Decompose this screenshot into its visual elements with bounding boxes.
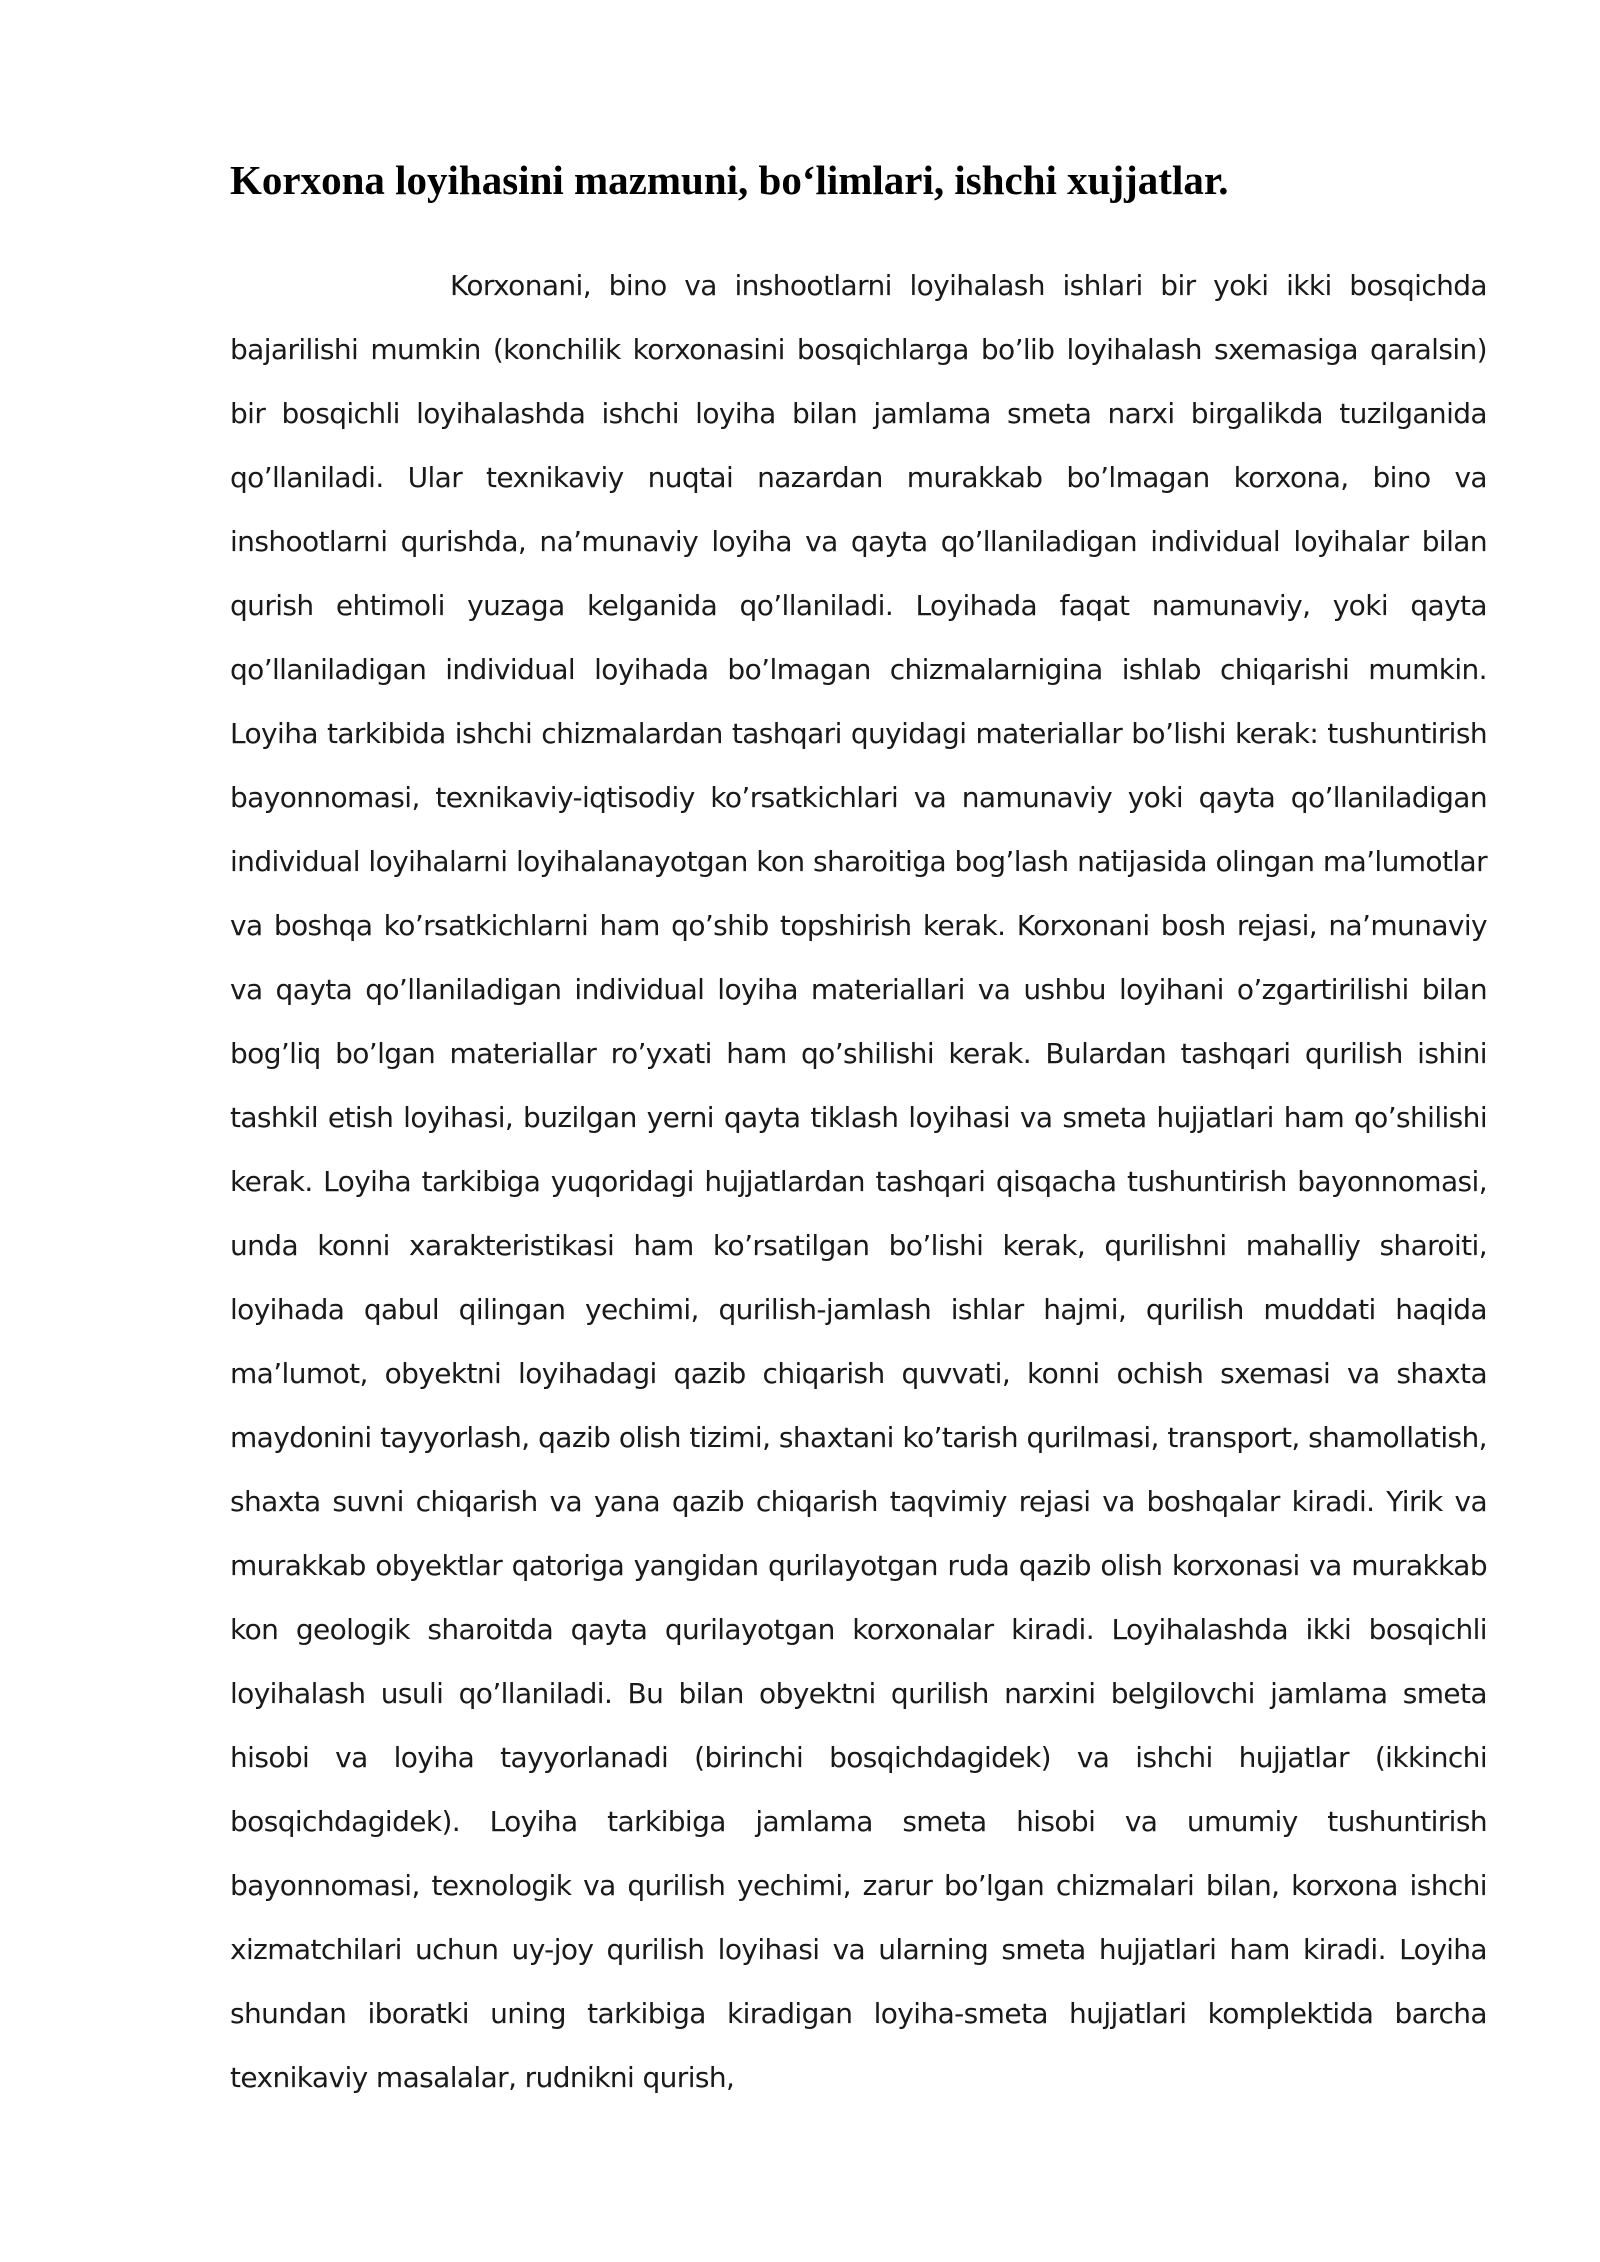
body-paragraph: Korxonani, bino va inshootlarni loyihalash ishlari bir yoki ikki bosqichda bajarilishi mumkin (konchilik korxonasini bosqichlarga bo’lib loyihalash sxemasiga qaralsin) bir bosqichli loyihalashda ishchi loyiha bilan jamlama smeta narxi birgalikda tuzilganida qo’llaniladi. Ular texnikaviy nuqtai nazardan murakkab bo’lmagan korxona, bino va inshootlarni qurishda, na’munaviy loyiha va qayta qo’llaniladigan individual loyihalar bilan qurish ehtimoli yuzaga kelganida qo’llaniladi. Loyihada faqat namunaviy, yoki qayta qo’llaniladigan individual loyihada bo’lmagan chizmalarnigina ishlab chiqarishi mumkin. Loyiha tarkibida ishchi chizmalardan tashqari quyidagi materiallar bo’lishi kerak: tushuntirish bayonnomasi, texnikaviy-iqtisodiy ko’rsatkichlari va namunaviy yoki qayta qo’llaniladigan individual loyihalarni loyihalanayotgan kon sharoitiga bog’lash natijasida olingan ma’lumotlar va boshqa ko’rsatkichlarni ham qo’shib topshirish kerak. Korxonani bosh rejasi, na’munaviy va qayta qo’llaniladigan individual loyiha materiallari va ushbu loyihani o’zgartirilishi bilan bog’liq bo’lgan materiallar ro’yxati ham qo’shilishi kerak. Bulardan tashqari qurilish ishini tashkil etish loyihasi, buzilgan yerni qayta tiklash loyihasi va smeta hujjatlari ham qo’shilishi kerak. Loyiha tarkibiga yuqoridagi hujjatlardan tashqari qisqacha tushuntirish bayonnomasi, unda konni xarakteristikasi ham ko’rsatilgan bo’lishi kerak, qurilishni mahalliy sharoiti, loyihada qabul qilingan yechimi, qurilish-jamlash ishlar hajmi, qurilish muddati haqida ma’lumot, obyektni loyihadagi qazib chiqarish quvvati, konni ochish sxemasi va shaxta maydonini tayyorlash, qazib olish tizimi, shaxtani ko’tarish qurilmasi, transport, shamollatish, shaxta suvni chiqarish va yana qazib chiqarish taqvimiy rejasi va boshqalar kiradi. Yirik va murakkab obyektlar qatoriga yangidan qurilayotgan ruda qazib olish korxonasi va murakkab kon geologik sharoitda qayta qurilayotgan korxonalar kiradi. Loyihalashda ikki bosqichli loyihalash usuli qo’llaniladi. Bu bilan obyektni qurilish narxini belgilovchi jamlama smeta hisobi va loyiha tayyorlanadi (birinchi bosqichdagidek) va ishchi hujjatlar (ikkinchi bosqichdagidek). Loyiha tarkibiga jamlama smeta hisobi va umumiy tushuntirish bayonnomasi, texnologik va qurilish yechimi, zarur bo’lgan chizmalari bilan, korxona ishchi xizmatchilari uchun uy-joy qurilish loyihasi va ularning smeta hujjatlari ham kiradi. Loyiha shundan iboratki uning tarkibiga kiradigan loyiha-smeta hujjatlari komplektida barcha texnikaviy masalalar, rudnikni qurish, bbox=[230, 269, 1487, 2094]
document-title: Korxona loyihasini mazmuni, bo‘limlari, ishchi xujjatlar. bbox=[230, 157, 1229, 203]
